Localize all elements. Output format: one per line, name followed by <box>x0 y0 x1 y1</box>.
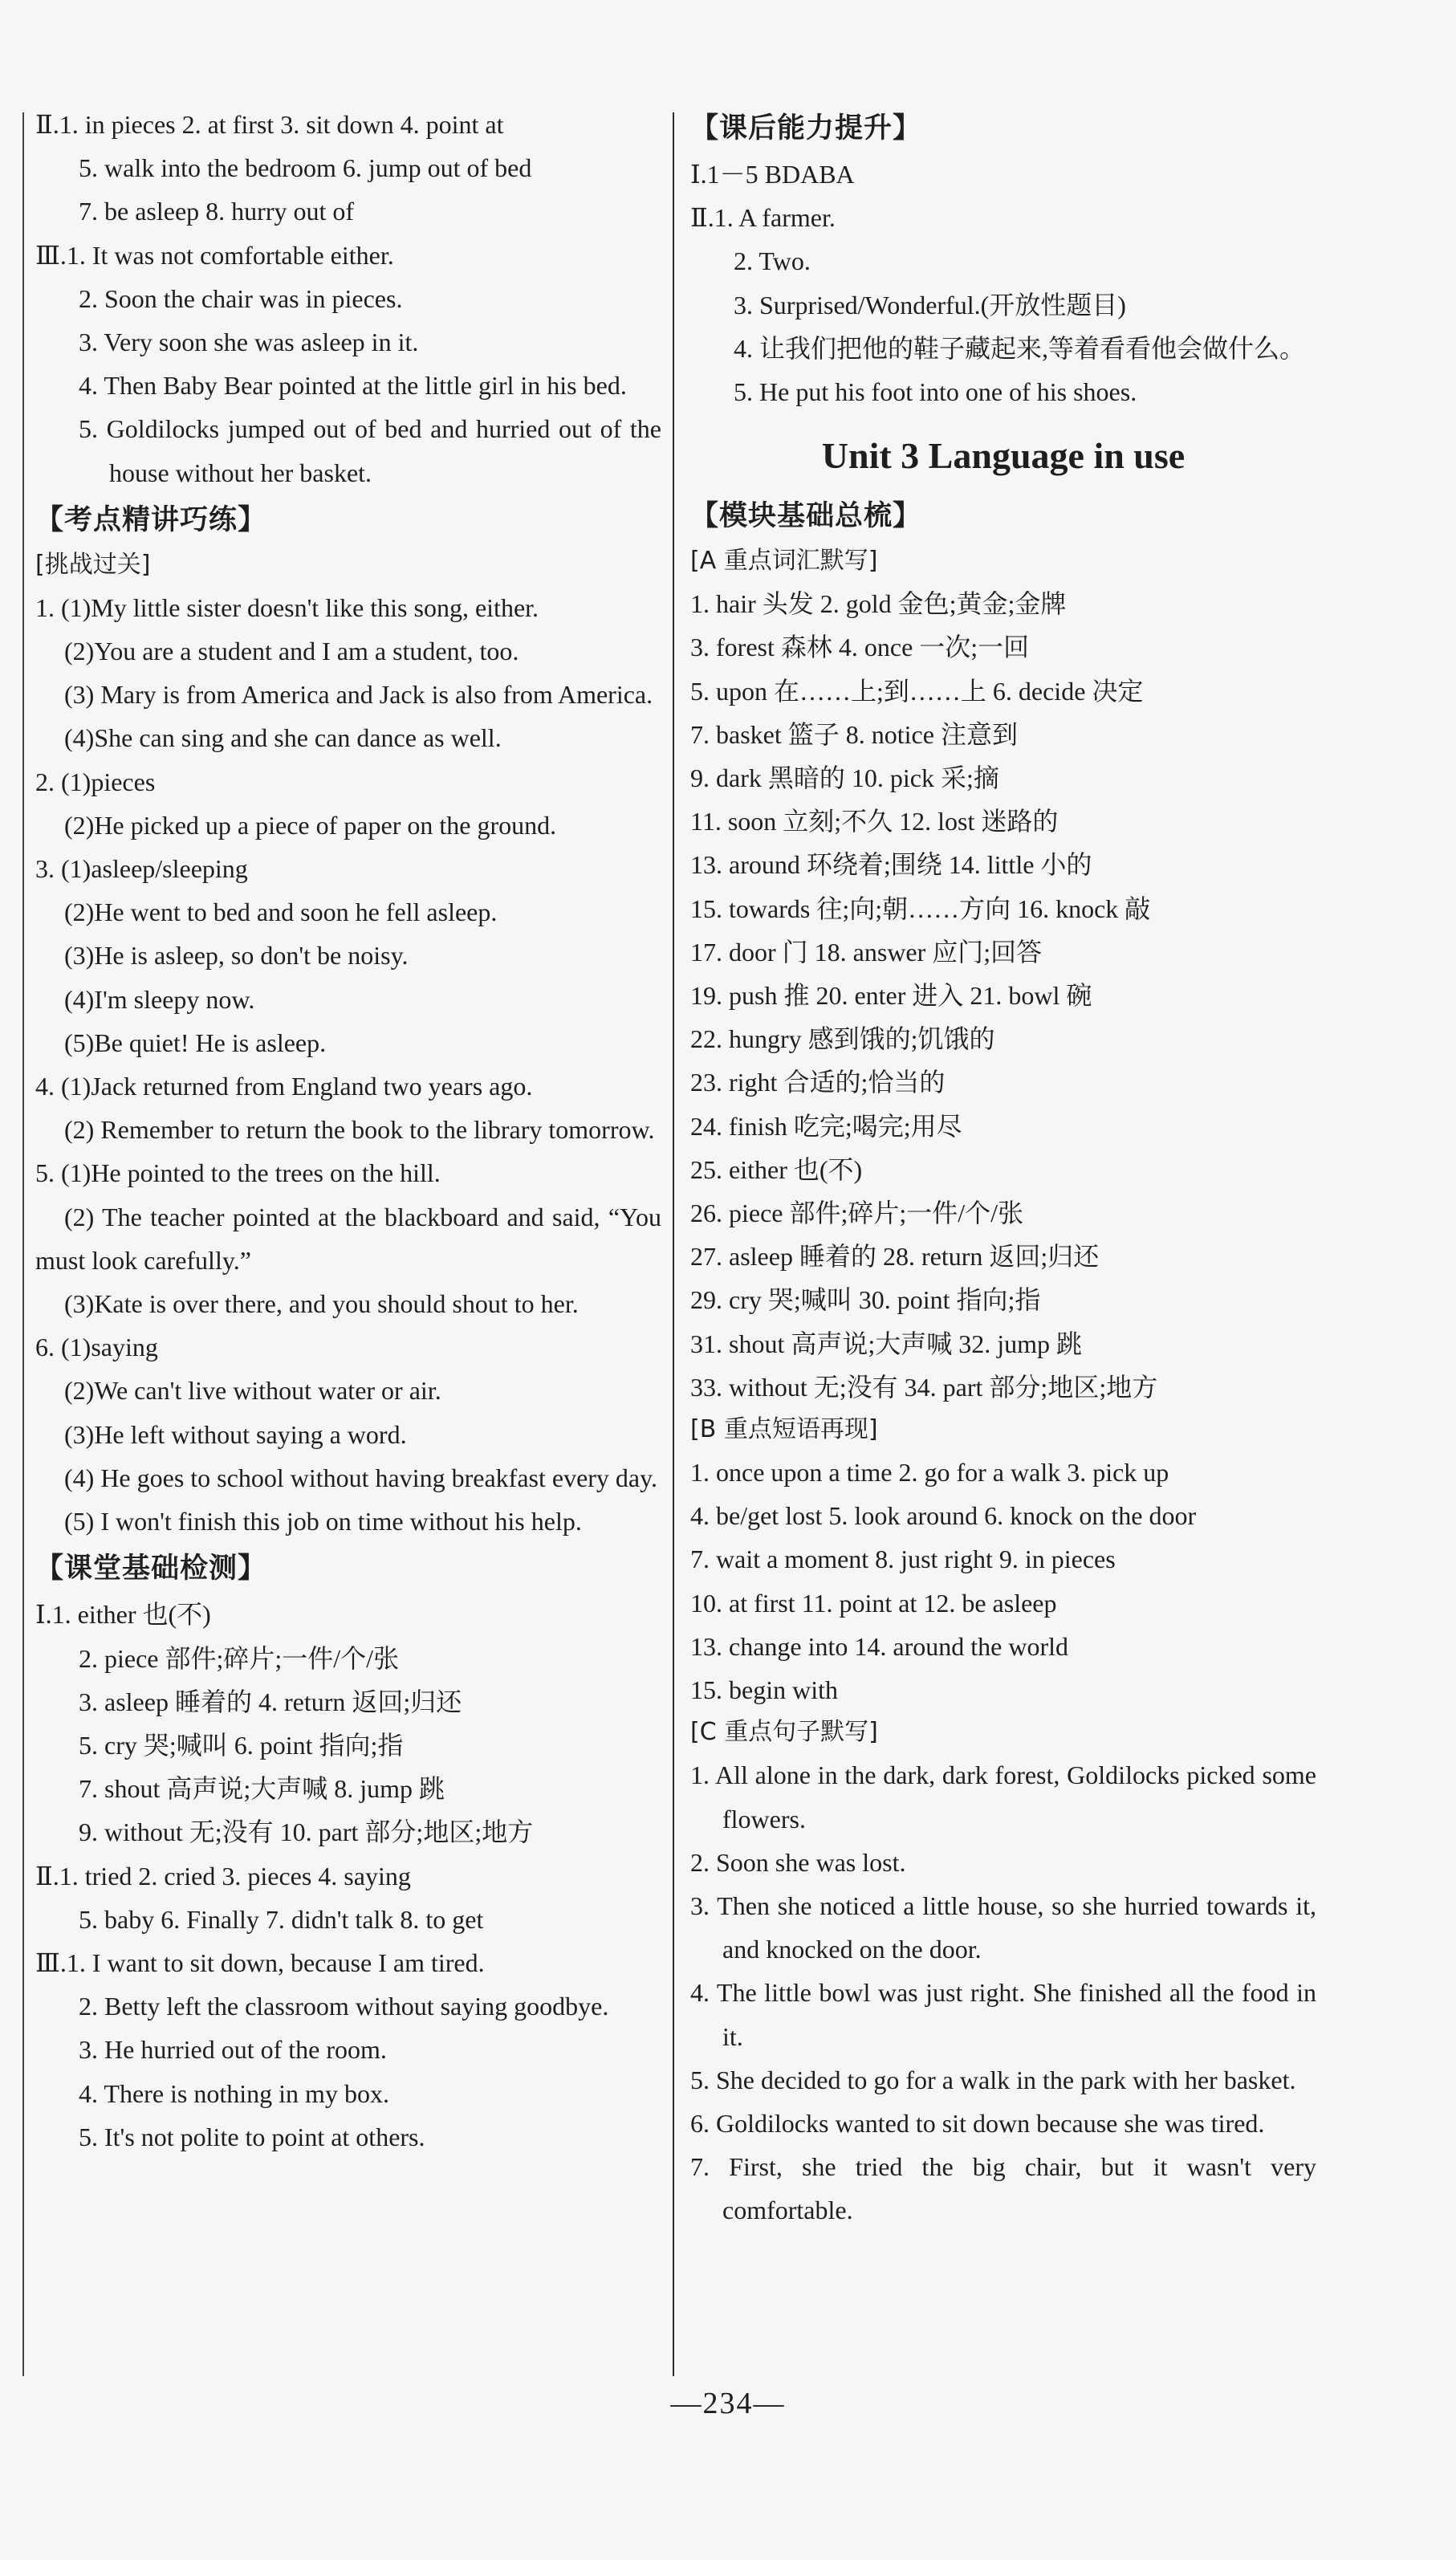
answer-line: (5) I won't finish this job on time without his help. <box>64 1507 582 1536</box>
answer-line: 2. piece 部件;碎片;一件/个/张 <box>79 1643 400 1673</box>
answer-line: 3. Surprised/Wonderful.(开放性题目) <box>734 290 1126 319</box>
answer-line: 23. right 合适的;恰当的 <box>690 1068 946 1097</box>
answer-line: 7. basket 篮子 8. notice 注意到 <box>690 719 1018 749</box>
answer-line: 4. Then Baby Bear pointed at the little girl in his bed. <box>79 371 627 401</box>
answer-line: 7. First, she tried the big chair, but it wasn't very comfortable. <box>690 2152 1316 2225</box>
answer-line: 4. There is nothing in my box. <box>79 2078 389 2108</box>
answer-line: 9. dark 黑暗的 10. pick 采;摘 <box>690 763 999 793</box>
answer-line: 24. finish 吃完;喝完;用尽 <box>690 1111 962 1141</box>
section-heading: 【模块基础总梳】 <box>690 500 922 533</box>
answer-line: 2. (1)pieces <box>35 767 156 796</box>
answer-line: 3. Very soon she was asleep in it. <box>79 328 419 357</box>
section-heading: 【考点精讲巧练】 <box>35 503 267 536</box>
section-heading: 【课后能力提升】 <box>690 112 922 144</box>
answer-line: 15. towards 往;向;朝……方向 16. knock 敲 <box>690 893 1151 923</box>
answer-line: 27. asleep 睡着的 28. return 返回;归还 <box>690 1242 1100 1272</box>
left-margin-rule <box>22 112 24 2376</box>
answer-line: 5. walk into the bedroom 6. jump out of bed <box>79 153 532 183</box>
answer-line: 3. Then she noticed a little house, so she hurried towards it, and knocked on the door. <box>690 1890 1316 1964</box>
answer-line: 5. baby 6. Finally 7. didn't talk 8. to get <box>79 1904 484 1934</box>
answer-line: (3) Mary is from America and Jack is also from America. <box>64 680 653 710</box>
answer-line: 6. Goldilocks wanted to sit down because she was tired. <box>690 2108 1265 2138</box>
answer-line: 25. either 也(不) <box>690 1154 863 1184</box>
answer-line: 19. push 推 20. enter 进入 21. bowl 碗 <box>690 981 1092 1011</box>
answer-line: 3. (1)asleep/sleeping <box>35 854 248 884</box>
answer-line: (3)He left without saying a word. <box>64 1419 407 1449</box>
answer-line: Ⅱ.1. A farmer. <box>690 203 836 233</box>
answer-line: 2. Soon she was lost. <box>690 1847 906 1877</box>
answer-line: 1. once upon a time 2. go for a walk 3. pick up <box>690 1458 1169 1488</box>
subsection-heading: [B 重点短语再现] <box>690 1415 878 1444</box>
section-heading: 【课堂基础检测】 <box>35 1553 267 1585</box>
left-column <box>35 103 661 2159</box>
answer-line: Ⅱ.1. in pieces 2. at first 3. sit down 4. point at <box>35 110 504 139</box>
answer-line: 7. shout 高声说;大声喊 8. jump 跳 <box>79 1774 445 1804</box>
answer-line: 10. at first 11. point at 12. be asleep <box>690 1588 1057 1618</box>
answer-line: Ⅰ.1－5 BDABA <box>690 160 855 189</box>
answer-line: 26. piece 部件;碎片;一件/个/张 <box>690 1199 1024 1228</box>
answer-line: 5. It's not polite to point at others. <box>79 2122 425 2151</box>
answer-line: Ⅲ.1. I want to sit down, because I am tired. <box>35 1947 485 1977</box>
answer-line: 4. be/get lost 5. look around 6. knock on the door <box>690 1501 1197 1531</box>
answer-line: 13. change into 14. around the world <box>690 1631 1068 1661</box>
answer-line: 5. Goldilocks jumped out of bed and hurried out of the house without her basket. <box>79 414 661 487</box>
answer-line: 3. He hurried out of the room. <box>79 2035 387 2065</box>
answer-line: 13. around 环绕着;围绕 14. little 小的 <box>690 850 1092 880</box>
answer-line: (2)We can't live without water or air. <box>64 1376 441 1406</box>
answer-line: 1. hair 头发 2. gold 金色;黄金;金牌 <box>690 589 1067 619</box>
answer-line: 9. without 无;没有 10. part 部分;地区;地方 <box>79 1817 534 1847</box>
answer-line: 7. be asleep 8. hurry out of <box>79 197 355 226</box>
answer-line: 2. Two. <box>734 246 811 276</box>
subsection-heading: [挑战过关] <box>35 550 151 579</box>
answer-line: 4. The little bowl was just right. She finished all the food in it. <box>690 1978 1316 2051</box>
answer-line: 7. wait a moment 8. just right 9. in pieces <box>690 1545 1116 1574</box>
answer-line: (4)She can sing and she can dance as well. <box>64 723 502 753</box>
answer-line: (3)Kate is over there, and you should shout to her. <box>64 1289 579 1319</box>
subsection-heading: [C 重点句子默写] <box>690 1718 878 1747</box>
answer-line: (3)He is asleep, so don't be noisy. <box>64 941 409 971</box>
answer-line: 5. cry 哭;喊叫 6. point 指向;指 <box>79 1730 404 1760</box>
answer-line: 4. 让我们把他的鞋子藏起来,等着看看他会做什么。 <box>734 333 1306 363</box>
answer-line: (2)You are a student and I am a student, too. <box>64 637 519 666</box>
answer-line: 3. forest 森林 4. once 一次;一回 <box>690 633 1030 662</box>
answer-line: Ⅲ.1. It was not comfortable either. <box>35 240 394 270</box>
answer-line: 1. (1)My little sister doesn't like this song, either. <box>35 592 539 622</box>
column-divider <box>673 112 674 2376</box>
right-column <box>690 103 1316 2232</box>
answer-line: (2) The teacher pointed at the blackboard and said, “You must look carefully.” <box>35 1202 661 1275</box>
answer-line: 22. hungry 感到饿的;饥饿的 <box>690 1024 995 1054</box>
answer-line: 1. All alone in the dark, dark forest, Goldilocks picked some flowers. <box>690 1760 1316 1834</box>
answer-line: 33. without 无;没有 34. part 部分;地区;地方 <box>690 1372 1158 1402</box>
answer-line: (2)He went to bed and soon he fell asleep. <box>64 897 498 927</box>
answer-line: (5)Be quiet! He is asleep. <box>64 1028 327 1057</box>
answer-line: 15. begin with <box>690 1675 838 1705</box>
answer-line: (2)He picked up a piece of paper on the ground. <box>64 810 557 840</box>
answer-line: 5. (1)He pointed to the trees on the hill. <box>35 1158 441 1188</box>
answer-line: 11. soon 立刻;不久 12. lost 迷路的 <box>690 807 1059 836</box>
unit-title: Unit 3 Language in use <box>821 435 1186 477</box>
answer-line: 5. He put his foot into one of his shoes. <box>734 377 1137 407</box>
answer-line: 29. cry 哭;喊叫 30. point 指向;指 <box>690 1285 1041 1315</box>
page-number: —234— <box>670 2387 786 2420</box>
answer-line: 5. upon 在……上;到……上 6. decide 决定 <box>690 676 1144 706</box>
answer-line: 2. Betty left the classroom without saying goodbye. <box>79 1992 609 2021</box>
answer-line: Ⅱ.1. tried 2. cried 3. pieces 4. saying <box>35 1861 411 1890</box>
answer-line: 2. Soon the chair was in pieces. <box>79 283 403 313</box>
answer-line: 6. (1)saying <box>35 1333 158 1362</box>
answer-line: 3. asleep 睡着的 4. return 返回;归还 <box>79 1687 462 1716</box>
answer-line: (4)I'm sleepy now. <box>64 984 255 1014</box>
answer-line: 4. (1)Jack returned from England two years ago. <box>35 1072 533 1101</box>
answer-line: 17. door 门 18. answer 应门;回答 <box>690 937 1043 967</box>
answer-line: 31. shout 高声说;大声喊 32. jump 跳 <box>690 1329 1083 1358</box>
answer-line: (2) Remember to return the book to the library tomorrow. <box>64 1115 655 1145</box>
answer-line: (4) He goes to school without having breakfast every day. <box>64 1463 658 1492</box>
subsection-heading: [A 重点词汇默写] <box>690 547 878 576</box>
answer-line: 5. She decided to go for a walk in the park with her basket. <box>690 2065 1296 2094</box>
answer-line: Ⅰ.1. either 也(不) <box>35 1600 211 1630</box>
